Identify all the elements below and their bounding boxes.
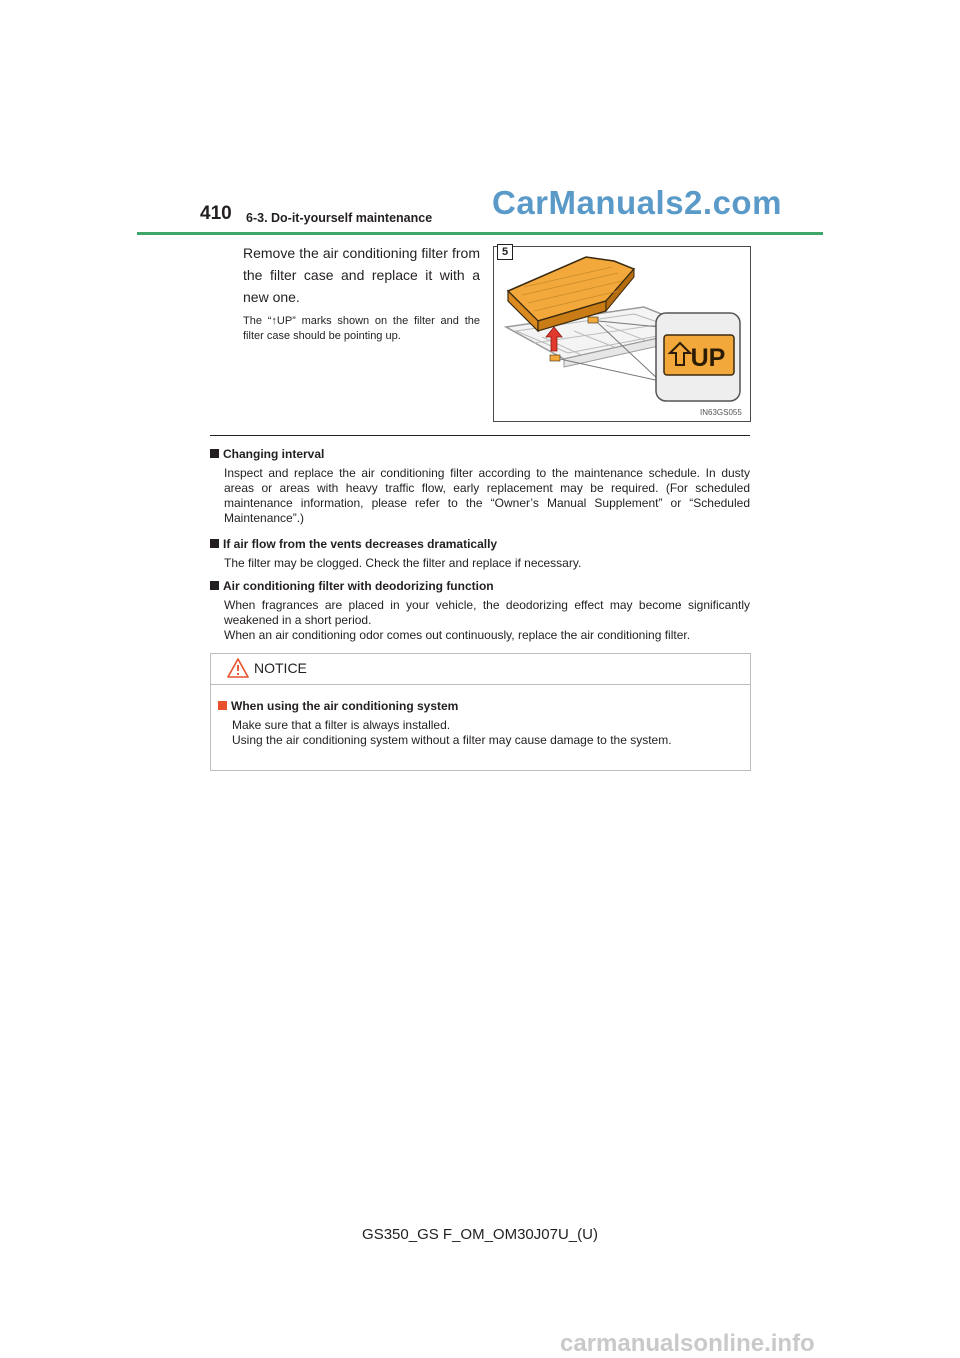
item-body-line: When fragrances are placed in your vehicle, the deodorizing effect may become significantly weakened in a short period. bbox=[224, 598, 750, 627]
step-note: The “↑UP” marks shown on the filter and the filter case should be pointing up. bbox=[243, 315, 480, 342]
info-item-changing-interval bbox=[210, 446, 750, 526]
figure-up-label: UP bbox=[690, 344, 726, 372]
item-body: Inspect and replace the air conditioning filter according to the maintenance schedule. In dusty areas or areas with heavy traffic flow, early replacement may be required. (For scheduled maintenance information, please refer to the “Owner’s Manual Supplement” or “Scheduled Maintenance”.) bbox=[224, 466, 750, 525]
footer-code: GS350_GS F_OM_OM30J07U_(U) bbox=[362, 1226, 598, 1243]
square-bullet-icon bbox=[210, 449, 219, 458]
notice-header bbox=[211, 654, 750, 685]
square-bullet-icon bbox=[210, 539, 219, 548]
notice-title: NOTICE bbox=[254, 660, 307, 676]
page-number: 410 bbox=[200, 203, 232, 224]
step-text: Remove the air conditioning filter from the filter case and replace it with a new one. bbox=[243, 245, 480, 305]
item-heading: Changing interval bbox=[223, 447, 325, 461]
watermark-logo[interactable]: CarManuals2.com bbox=[492, 184, 782, 221]
item-heading: If air flow from the vents decreases dramatically bbox=[223, 537, 498, 551]
info-item-deodorizing bbox=[210, 578, 750, 643]
info-item-air-flow bbox=[210, 536, 750, 571]
header-rule bbox=[137, 232, 823, 235]
square-bullet-icon bbox=[210, 581, 219, 590]
notice-heading: When using the air conditioning system bbox=[231, 699, 459, 713]
footer-watermark[interactable]: carmanualsonline.info bbox=[560, 1330, 815, 1357]
notice-box bbox=[210, 653, 751, 771]
item-heading: Air conditioning filter with deodorizing function bbox=[223, 579, 494, 593]
filter-illustration bbox=[493, 246, 751, 422]
figure-code: IN63GS055 bbox=[700, 408, 742, 417]
notice-line: Using the air conditioning system without a filter may cause damage to the system. bbox=[232, 733, 672, 747]
step-number-badge: 5 bbox=[497, 244, 513, 260]
item-body-line: When an air conditioning odor comes out continuously, replace the air conditioning filter. bbox=[224, 628, 691, 642]
warning-triangle-icon bbox=[227, 657, 249, 679]
notice-line: Make sure that a filter is always installed. bbox=[232, 718, 451, 732]
notice-item bbox=[218, 698, 738, 748]
square-bullet-icon bbox=[218, 701, 227, 710]
section-divider bbox=[210, 435, 750, 436]
item-body: The filter may be clogged. Check the filter and replace if necessary. bbox=[224, 556, 582, 570]
filter-drawing bbox=[494, 247, 750, 421]
section-title: 6-3. Do-it-yourself maintenance bbox=[246, 211, 433, 225]
